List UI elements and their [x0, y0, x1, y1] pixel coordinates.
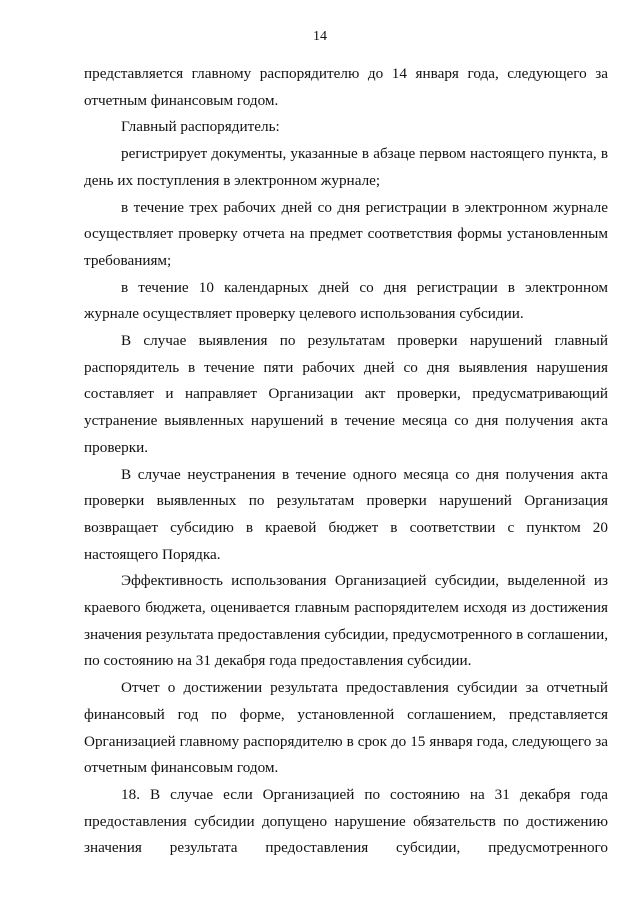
document-body: [84, 61, 608, 862]
paragraph-ten-days-check: в течение 10 календарных дней со дня регистрации в электронном журнале осуществляет проверку целевого использования субсидии.: [84, 278, 608, 323]
paragraph-violations-detected: В случае выявления по результатам проверки нарушений главный распорядитель в течение пяти рабочих дней со дня выявления нарушения составляет и направляет Организации акт проверки, предусматривающий устранение выявленных нарушений в течение месяца со дня получения акта проверки.: [84, 332, 608, 456]
paragraph-three-days-check: в течение трех рабочих дней со дня регистрации в электронном журнале осуществляет проверку отчета на предмет соответствия формы установленным требованиям;: [84, 198, 608, 269]
paragraph-subsidy-return: В случае неустранения в течение одного месяца со дня получения акта проверки выявленных по результатам проверки нарушений Организация возвращает субсидию в краевой бюджет в соответствии с пунктом 20 настоящего Порядка.: [84, 465, 608, 563]
page-number: 14: [313, 29, 327, 44]
paragraph-efficiency-evaluation: Эффективность использования Организацией субсидии, выделенной из краевого бюджета, оценивается главным распорядителем исходя из достижения значения результата предоставления субсидии, предусмотренного в соглашении, по состоянию на 31 декабря года предоставления субсидии.: [84, 572, 608, 670]
paragraph-result-report: Отчет о достижении результата предоставления субсидии за отчетный финансовый год по форме, установленной соглашением, представляется Организацией главному распорядителю в срок до 15 января года, следующего за отчетным финансовым годом.: [84, 679, 608, 777]
paragraph-registers-documents: регистрирует документы, указанные в абзаце первом настоящего пункта, в день их поступления в электронном журнале;: [84, 145, 608, 189]
paragraph-item-18: 18. В случае если Организацией по состоянию на 31 декабря года предоставления субсидии допущено нарушение обязательств по достижению значения результата предоставления субсидии, предусмотренного: [84, 785, 608, 857]
paragraph-continuation: представляется главному распорядителю до 14 января года, следующего за отчетным финансовым годом.: [84, 65, 608, 109]
paragraph-chief-manager-heading: Главный распорядитель:: [121, 118, 280, 136]
